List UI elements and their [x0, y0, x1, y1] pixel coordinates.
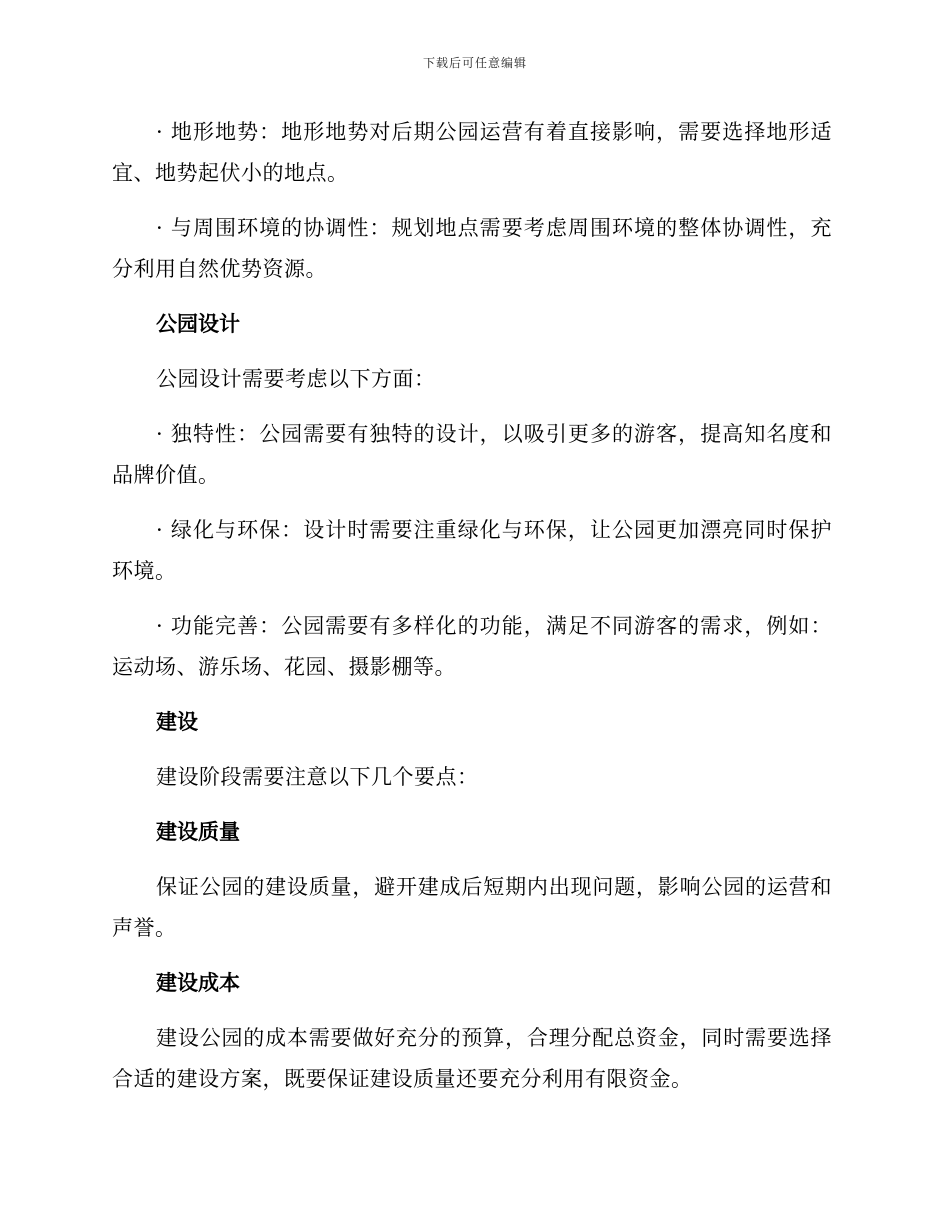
- bullet-environment-harmony: · 与周围环境的协调性：规划地点需要考虑周围环境的整体协调性，充分利用自然优势资源。: [112, 216, 832, 281]
- document-body: [112, 112, 832, 1114]
- page-header: 下载后可任意编辑: [422, 56, 527, 70]
- park-design-intro: 公园设计需要考虑以下方面：: [156, 367, 436, 391]
- bullet-greening: · 绿化与环保：设计时需要注重绿化与环保，让公园更加漂亮同时保护环境。: [112, 518, 832, 583]
- section-heading-construction-quality: 建设质量: [156, 820, 240, 844]
- construction-cost-text: 建设公园的成本需要做好充分的预算，合理分配总资金，同时需要选择合适的建设方案，既要保证建设质量还要充分利用有限资金。: [112, 1026, 832, 1091]
- section-heading-construction: 建设: [156, 710, 198, 734]
- bullet-functionality: · 功能完善：公园需要有多样化的功能，满足不同游客的需求，例如：运动场、游乐场、花园、摄影棚等。: [112, 614, 832, 679]
- section-heading-construction-cost: 建设成本: [156, 971, 240, 995]
- bullet-uniqueness: · 独特性：公园需要有独特的设计，以吸引更多的游客，提高知名度和品牌价值。: [112, 422, 832, 487]
- section-heading-park-design: 公园设计: [156, 312, 240, 336]
- construction-intro: 建设阶段需要注意以下几个要点：: [156, 765, 479, 789]
- construction-quality-text: 保证公园的建设质量，避开建成后短期内出现问题，影响公园的运营和声誉。: [112, 875, 832, 940]
- bullet-terrain: · 地形地势：地形地势对后期公园运营有着直接影响，需要选择地形适宜、地势起伏小的地点。: [112, 120, 832, 185]
